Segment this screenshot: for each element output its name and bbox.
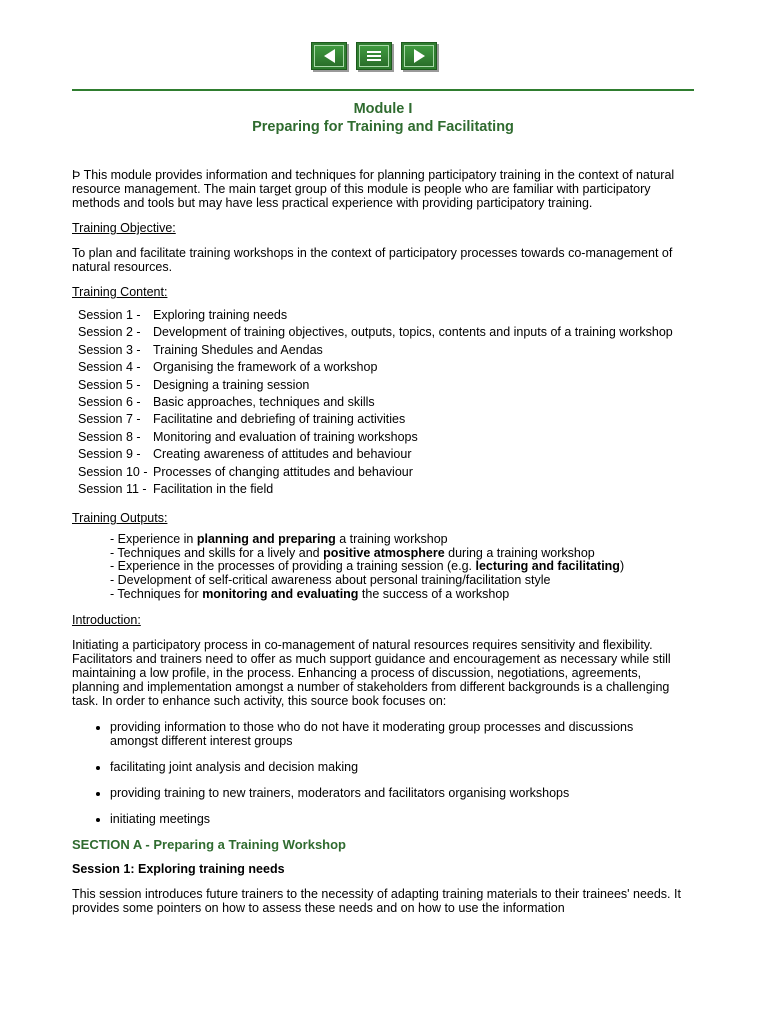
session-row — [78, 412, 673, 429]
session-title: Training Shedules and Aendas — [153, 342, 323, 357]
outputs-heading: Training Outputs: — [72, 511, 168, 526]
session-row — [78, 395, 673, 412]
session-label: Session 2 - — [78, 325, 141, 340]
session-title: Exploring training needs — [153, 308, 288, 322]
output-bold: planning and preparing — [196, 532, 336, 547]
output-post: during a training workshop — [444, 545, 595, 560]
output-item — [110, 588, 682, 602]
session-title: Creating awareness of attitudes and behaviour — [153, 447, 412, 462]
session-label: Session 10 - — [78, 464, 148, 479]
session-label: Session 8 - — [78, 429, 141, 444]
session-row — [78, 360, 673, 377]
output-bold: lecturing and facilitating — [475, 559, 620, 574]
module-title: Preparing for Training and Facilitating — [252, 119, 514, 135]
output-item — [110, 547, 682, 561]
intro-paragraph: Þ This module provides information and techniques for planning participatory training in the context of natural resource management. The main target group of this module is people who are familiar with participatory methods and tools but may have less practical experience with providing participatory training. — [72, 168, 675, 210]
output-bold: positive atmosphere — [323, 545, 445, 560]
session-row — [78, 430, 673, 447]
objective-heading: Training Objective: — [72, 221, 176, 235]
contents-button[interactable] — [356, 42, 392, 70]
output-post: a training workshop — [335, 532, 448, 547]
output-item — [110, 533, 682, 547]
list-item: • initiating meetings — [110, 812, 682, 826]
session-label: Session 7 - — [78, 412, 141, 427]
session-title: Processes of changing attitudes and behaviour — [153, 464, 413, 479]
output-pre: - Techniques for — [110, 586, 203, 601]
session-title: Facilitation in the field — [153, 481, 274, 496]
sessions-table — [78, 308, 673, 499]
output-item — [110, 574, 682, 588]
output-pre: - Experience in — [110, 532, 197, 547]
session-label: Session 4 - — [78, 360, 141, 375]
session-row — [78, 308, 673, 325]
output-bold: monitoring and evaluating — [202, 586, 359, 601]
session-label: Session 6 - — [78, 394, 141, 409]
list-item: • providing information to those who do not have it moderating group processes and discussions amongst different interest groups — [110, 720, 682, 748]
output-post: the success of a workshop — [358, 586, 510, 601]
outputs-list — [110, 533, 682, 601]
triangle-right-icon — [404, 45, 434, 67]
session-title: Monitoring and evaluation of training workshops — [153, 429, 418, 444]
module-number: Module I — [353, 101, 413, 117]
session-title: Designing a training session — [153, 377, 310, 392]
session-title: Organising the framework of a workshop — [153, 360, 378, 375]
page-title — [72, 100, 694, 136]
navigation-bar — [311, 42, 437, 70]
content-heading: Training Content: — [72, 285, 168, 299]
session-row — [78, 343, 673, 360]
objective-text: To plan and facilitate training workshops in the context of participatory processes towards co-management of natural resources. — [72, 246, 673, 274]
session-row — [78, 325, 673, 342]
menu-icon — [359, 45, 389, 67]
session-label: Session 9 - — [78, 447, 141, 462]
session-row — [78, 465, 673, 482]
list-item: • facilitating joint analysis and decision making — [110, 760, 682, 774]
session-title: Development of training objectives, outputs, topics, contents and inputs of a training workshop — [153, 325, 673, 340]
output-item — [110, 560, 682, 574]
introduction-heading: Introduction: — [72, 613, 141, 628]
list-item: • providing training to new trainers, moderators and facilitators organising workshops — [110, 786, 682, 800]
session-title: Facilitatine and debriefing of training activities — [153, 412, 406, 427]
focus-list — [72, 720, 682, 826]
session-label: Session 5 - — [78, 377, 141, 392]
session-row — [78, 482, 673, 499]
document-body — [72, 168, 682, 915]
section-a-heading: SECTION A - Preparing a Training Workshop — [72, 837, 346, 853]
output-pre: - Development of self-critical awareness about personal training/facilitation style — [110, 573, 551, 588]
session-label: Session 3 - — [78, 342, 141, 357]
introduction-text: Initiating a participatory process in co-management of natural resources requires sensitivity and flexibility. Facilitators and trainers need to offer as much support guidance and encouragement as necessary while still maintaining a low profile, in the process. Enhancing a process of discussion, negotiations, agreements, planning and implementation amongst a number of stakeholders from different backgrounds is a challenging task. In order to enhance such activity, this source book focuses on: — [72, 638, 671, 709]
session-label: Session 1 - — [78, 308, 141, 322]
next-button[interactable] — [401, 42, 437, 70]
session-row — [78, 447, 673, 464]
triangle-left-icon — [314, 45, 344, 67]
header-divider — [72, 89, 694, 91]
session-row — [78, 378, 673, 395]
session1-text: This session introduces future trainers to the necessity of adapting training materials to their trainees' needs. It provides some pointers on how to assess these needs and on how to use the information — [72, 887, 681, 916]
session-title: Basic approaches, techniques and skills — [153, 394, 375, 409]
output-pre: - Experience in the processes of providing a training session (e.g. — [110, 559, 476, 574]
previous-button[interactable] — [311, 42, 347, 70]
session1-heading: Session 1: Exploring training needs — [72, 862, 285, 877]
session-label: Session 11 - — [78, 481, 147, 496]
output-post: ) — [619, 559, 625, 574]
output-pre: - Techniques and skills for a lively and — [110, 545, 324, 560]
